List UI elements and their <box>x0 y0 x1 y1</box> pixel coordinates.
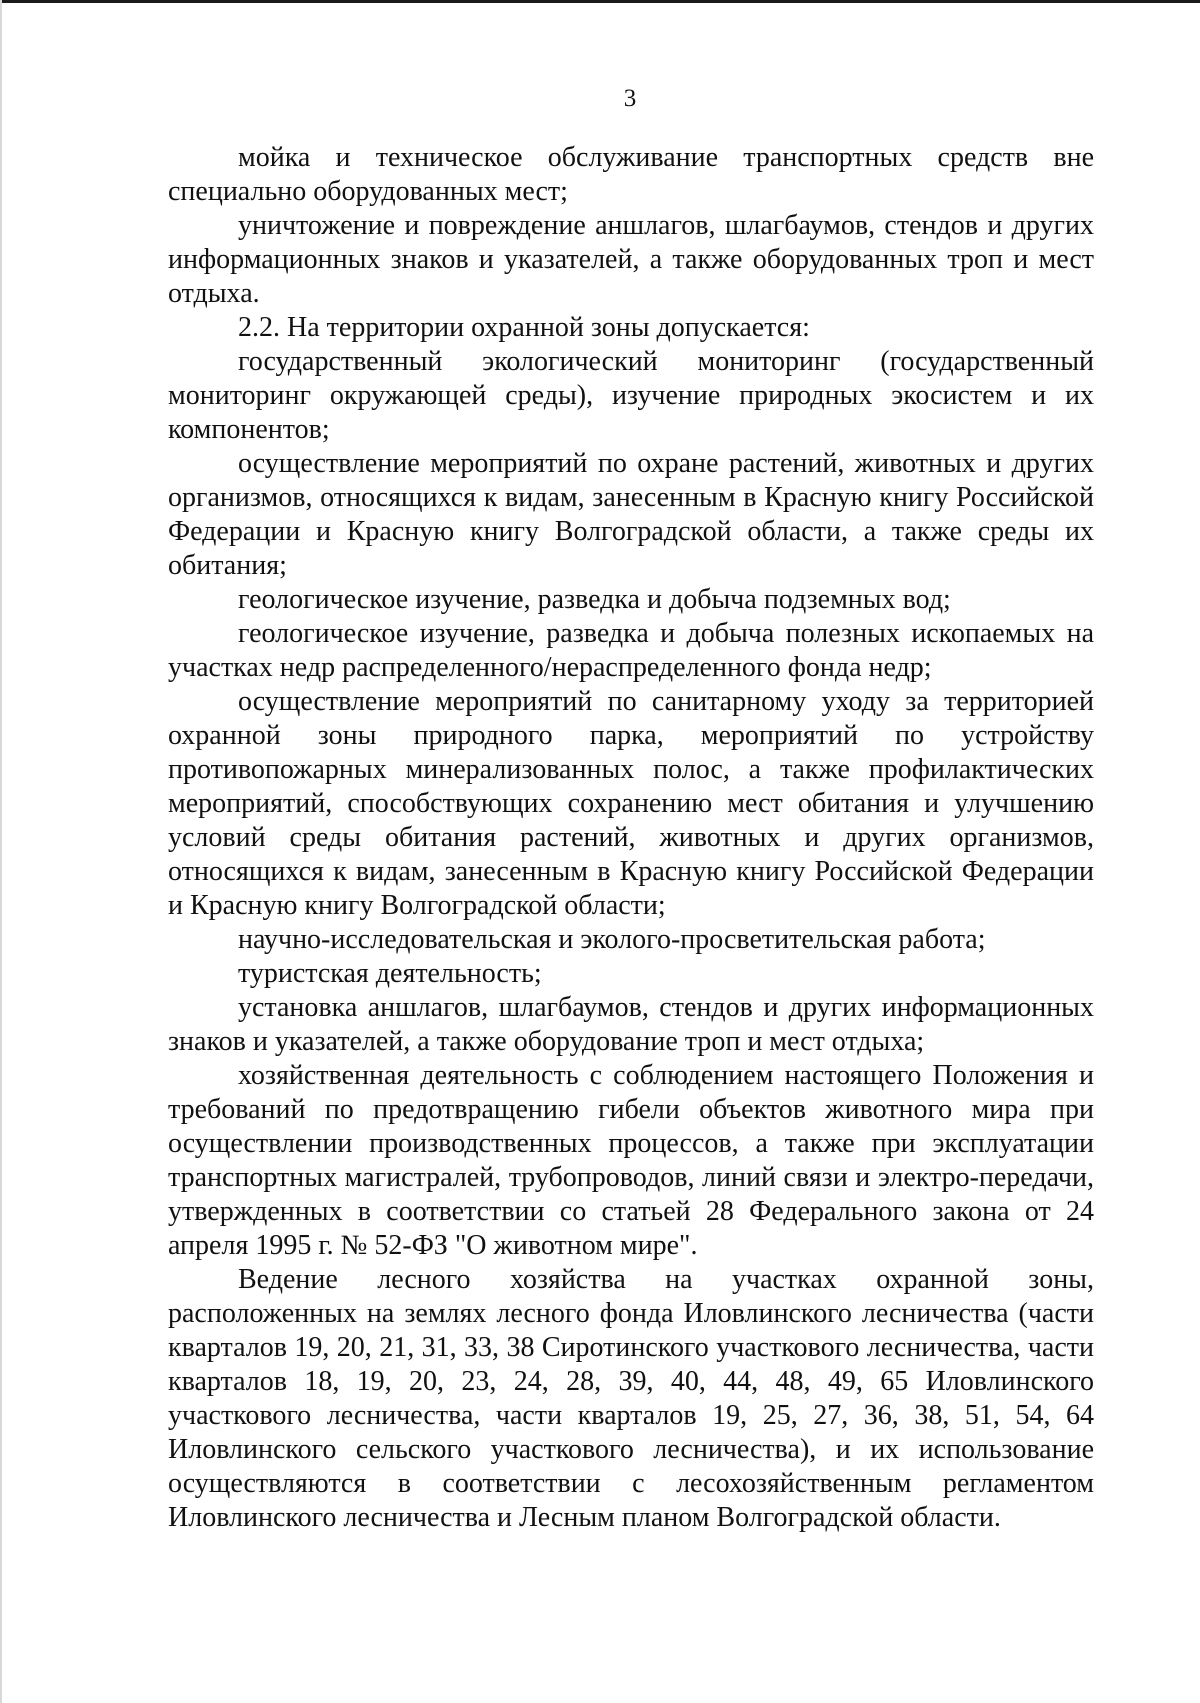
paragraph-mineral-resources: геологическое изучение, разведка и добыча полезных ископаемых на участках недр распределенного/нераспределенного фонда недр; <box>168 618 1094 683</box>
paragraph-economic-activity: хозяйственная деятельность с соблюдением настоящего Положения и требований по предотвращению гибели объектов животного мира при осуществлении производственных процессов, а также при эксплуатации транспортных магистралей, трубопроводов, линий связи и электро-передачи, утвержденных в соответствии со статьей 28 Федерального закона от 24 апреля 1995 г. № 52-ФЗ "О животном мире". <box>168 1060 1094 1261</box>
paragraph-destruction-of-signs: уничтожение и повреждение аншлагов, шлагбаумов, стендов и других информационных знаков и указателей, а также оборудованных троп и мест отдыха. <box>168 210 1094 309</box>
paragraph-environmental-monitoring: государственный экологический мониторинг (государственный мониторинг окружающей среды), изучение природных экосистем и их компонентов; <box>168 346 1094 445</box>
paragraph-sign-installation: установка аншлагов, шлагбаумов, стендов и других информационных знаков и указателей, а также оборудование троп и мест отдыха; <box>168 992 1094 1057</box>
paragraph-groundwater: геологическое изучение, разведка и добыча подземных вод; <box>238 584 951 615</box>
document-body <box>168 141 1094 1535</box>
paragraph-protection-measures: осуществление мероприятий по охране растений, животных и других организмов, относящихся к видам, занесенным в Красную книгу Российской Федерации и Красную книгу Волгоградской области, а также среды их обитания; <box>168 448 1094 581</box>
scan-edge-left <box>0 0 2 1703</box>
paragraph-section-2-2-heading: 2.2. На территории охранной зоны допускается: <box>238 312 810 343</box>
paragraph-forest-management: Ведение лесного хозяйства на участках охранной зоны, расположенных на землях лесного фонда Иловлинского лесничества (части кварталов 19, 20, 21, 31, 33, 38 Сиротинского участкового лесничества, части кварталов 18, 19, 20, 23, 24, 28, 39, 40, 44, 48, 49, 65 Иловлинского участкового лесничества, части кварталов 19, 25, 27, 36, 38, 51, 54, 64 Иловлинского сельского участкового лесничества), и их использование осуществляются в соответствии с лесохозяйственным регламентом Иловлинского лесничества и Лесным планом Волгоградской области. <box>168 1264 1094 1533</box>
scan-edge-top <box>0 0 1200 3</box>
page-number: 3 <box>623 85 637 112</box>
paragraph-vehicle-washing: мойка и техническое обслуживание транспортных средств вне специально оборудованных мест; <box>168 142 1094 207</box>
paragraph-sanitary-care: осуществление мероприятий по санитарному уходу за территорией охранной зоны природного парка, мероприятий по устройству противопожарных минерализованных полос, а также профилактических мероприятий, способствующих сохранению мест обитания и улучшению условий среды обитания растений, животных и других организмов, относящихся к видам, занесенным в Красную книгу Российской Федерации и Красную книгу Волгоградской области; <box>168 686 1094 921</box>
paragraph-research-work: научно-исследовательская и эколого-просветительская работа; <box>238 924 986 955</box>
paragraph-tourism: туристская деятельность; <box>238 958 542 989</box>
